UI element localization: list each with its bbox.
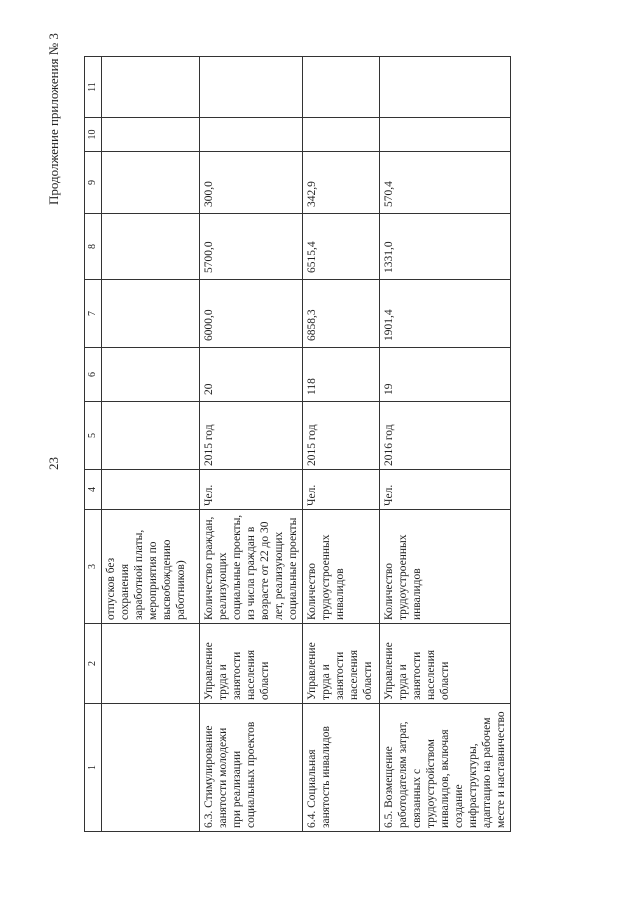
unit-cell	[102, 470, 200, 510]
annex-continuation-label: Продолжение приложения № 3	[46, 33, 61, 205]
value-cell: 118	[303, 348, 380, 402]
value-cell: 300,0	[200, 152, 303, 214]
indicator-cell: отпусков без сохранения заработной платы, мероприятия по высвобождению работников)	[102, 510, 200, 624]
value-cell	[200, 118, 303, 152]
period-cell: 2016 год	[380, 402, 511, 470]
value-cell	[303, 57, 380, 118]
period-cell	[102, 402, 200, 470]
value-cell: 1901,4	[380, 280, 511, 348]
value-cell	[102, 152, 200, 214]
activity-cell	[102, 704, 200, 832]
column-number: 8	[85, 214, 102, 280]
unit-cell: Чел.	[200, 470, 303, 510]
value-cell	[102, 280, 200, 348]
executor-cell: Управление труда и занятости населения области	[303, 624, 380, 704]
value-cell	[380, 57, 511, 118]
value-cell: 20	[200, 348, 303, 402]
period-cell: 2015 год	[303, 402, 380, 470]
value-cell: 6515,4	[303, 214, 380, 280]
executor-cell	[102, 624, 200, 704]
executor-cell: Управление труда и занятости населения области	[380, 624, 511, 704]
value-cell: 342,9	[303, 152, 380, 214]
executor-cell: Управление труда и занятости населения области	[200, 624, 303, 704]
value-cell: 570,4	[380, 152, 511, 214]
value-cell	[200, 57, 303, 118]
column-number: 4	[85, 470, 102, 510]
column-number: 3	[85, 510, 102, 624]
program-table	[84, 57, 508, 832]
activity-cell: 6.5. Возмещение работодателям затрат, связанных с трудоустройством инвалидов, включая создание инфраструктуры, адаптацию на рабочем месте и наставничество	[380, 704, 511, 832]
value-cell: 6858,3	[303, 280, 380, 348]
indicator-cell: Количество граждан, реализующих социальные проекты, из числа граждан в возрасте от 22 до 30 лет, реализующих социальные проекты	[200, 510, 303, 624]
unit-cell: Чел.	[303, 470, 380, 510]
column-number: 7	[85, 280, 102, 348]
page-number: 23	[46, 457, 61, 470]
activity-cell: 6.3. Стимулирование занятости молодежи при реализации социальных проектов	[200, 704, 303, 832]
value-cell: 1331,0	[380, 214, 511, 280]
period-cell: 2015 год	[200, 402, 303, 470]
value-cell: 19	[380, 348, 511, 402]
column-number: 11	[85, 57, 102, 118]
column-number: 1	[85, 704, 102, 832]
value-cell	[102, 57, 200, 118]
column-number: 2	[85, 624, 102, 704]
indicator-cell: Количество трудоустроенных инвалидов	[303, 510, 380, 624]
column-number: 5	[85, 402, 102, 470]
table-row	[200, 57, 303, 832]
unit-cell: Чел.	[380, 470, 511, 510]
value-cell	[380, 118, 511, 152]
value-cell: 5700,0	[200, 214, 303, 280]
column-number: 9	[85, 152, 102, 214]
table-row	[303, 57, 380, 832]
value-cell	[102, 348, 200, 402]
column-number-row	[85, 57, 102, 832]
value-cell	[102, 214, 200, 280]
value-cell: 6000,0	[200, 280, 303, 348]
value-cell	[303, 118, 380, 152]
table-row	[102, 57, 200, 832]
table-row	[380, 57, 511, 832]
indicator-cell: Количество трудоустроенных инвалидов	[380, 510, 511, 624]
column-number: 10	[85, 118, 102, 152]
activity-cell: 6.4. Социальная занятость инвалидов	[303, 704, 380, 832]
value-cell	[102, 118, 200, 152]
column-number: 6	[85, 348, 102, 402]
